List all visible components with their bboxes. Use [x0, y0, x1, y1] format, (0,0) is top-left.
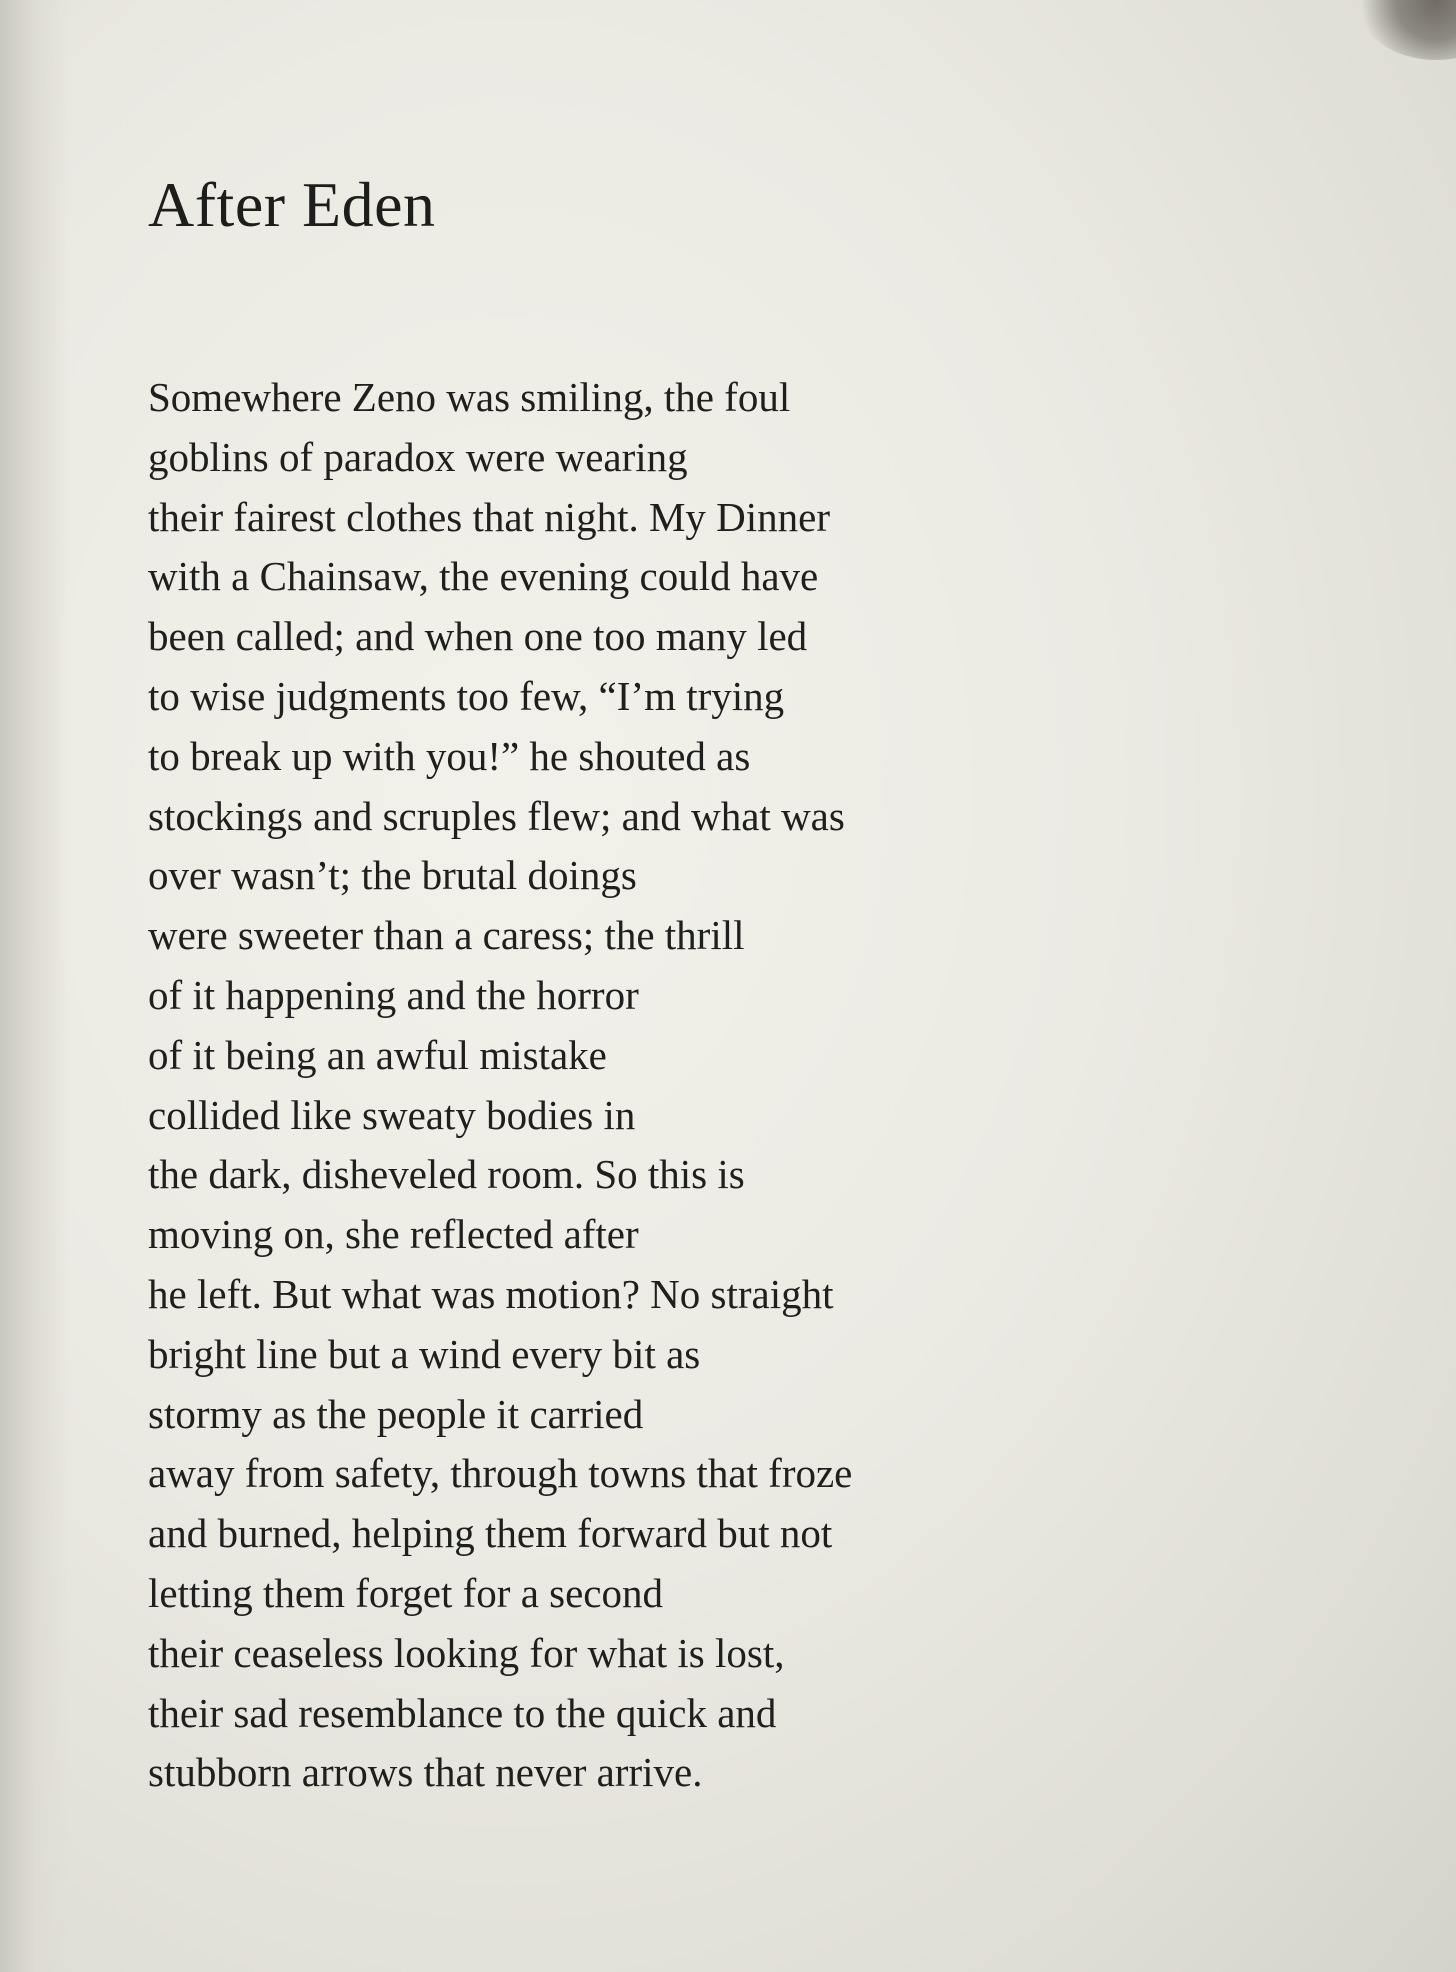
poem-line: letting them forget for a second [148, 1569, 664, 1616]
corner-shadow [1356, 0, 1456, 60]
poem-line: over wasn’t; the brutal doings [148, 852, 637, 899]
poem-line: of it happening and the horror [148, 971, 639, 1018]
poem-line: away from safety, through towns that froze [148, 1450, 853, 1497]
poem-line: and burned, helping them forward but not [148, 1510, 833, 1557]
poem-line: stormy as the people it carried [148, 1390, 644, 1437]
poem-line: the dark, disheveled room. So this is [148, 1151, 745, 1198]
poem-line: to wise judgments too few, “I’m trying [148, 672, 785, 719]
poem-line: their ceaseless looking for what is lost, [148, 1629, 785, 1676]
poem-line: their fairest clothes that night. My Dinner [148, 493, 831, 540]
poem-line: moving on, she reflected after [148, 1211, 639, 1258]
poem-line: been called; and when one too many led [148, 613, 808, 660]
poem-line: Somewhere Zeno was smiling, the foul [148, 374, 791, 420]
poem-line: collided like sweaty bodies in [148, 1091, 636, 1138]
poem-line: bright line but a wind every bit as [148, 1330, 701, 1377]
poem-line: goblins of paradox were wearing [148, 433, 688, 480]
poem-body [148, 368, 968, 1803]
poem-line: he left. But what was motion? No straight [148, 1270, 834, 1317]
poem-line: of it being an awful mistake [148, 1031, 607, 1078]
poem-line: their sad resemblance to the quick and [148, 1689, 777, 1736]
poem-line: to break up with you!” he shouted as [148, 732, 751, 779]
poem-line: were sweeter than a caress; the thrill [148, 912, 745, 959]
poem-line: with a Chainsaw, the evening could have [148, 553, 819, 600]
page-gutter-shadow [0, 0, 70, 1972]
poem-line: stockings and scruples flew; and what was [148, 792, 845, 839]
poem-title: After Eden [148, 169, 436, 240]
poem-line: stubborn arrows that never arrive. [148, 1749, 703, 1796]
